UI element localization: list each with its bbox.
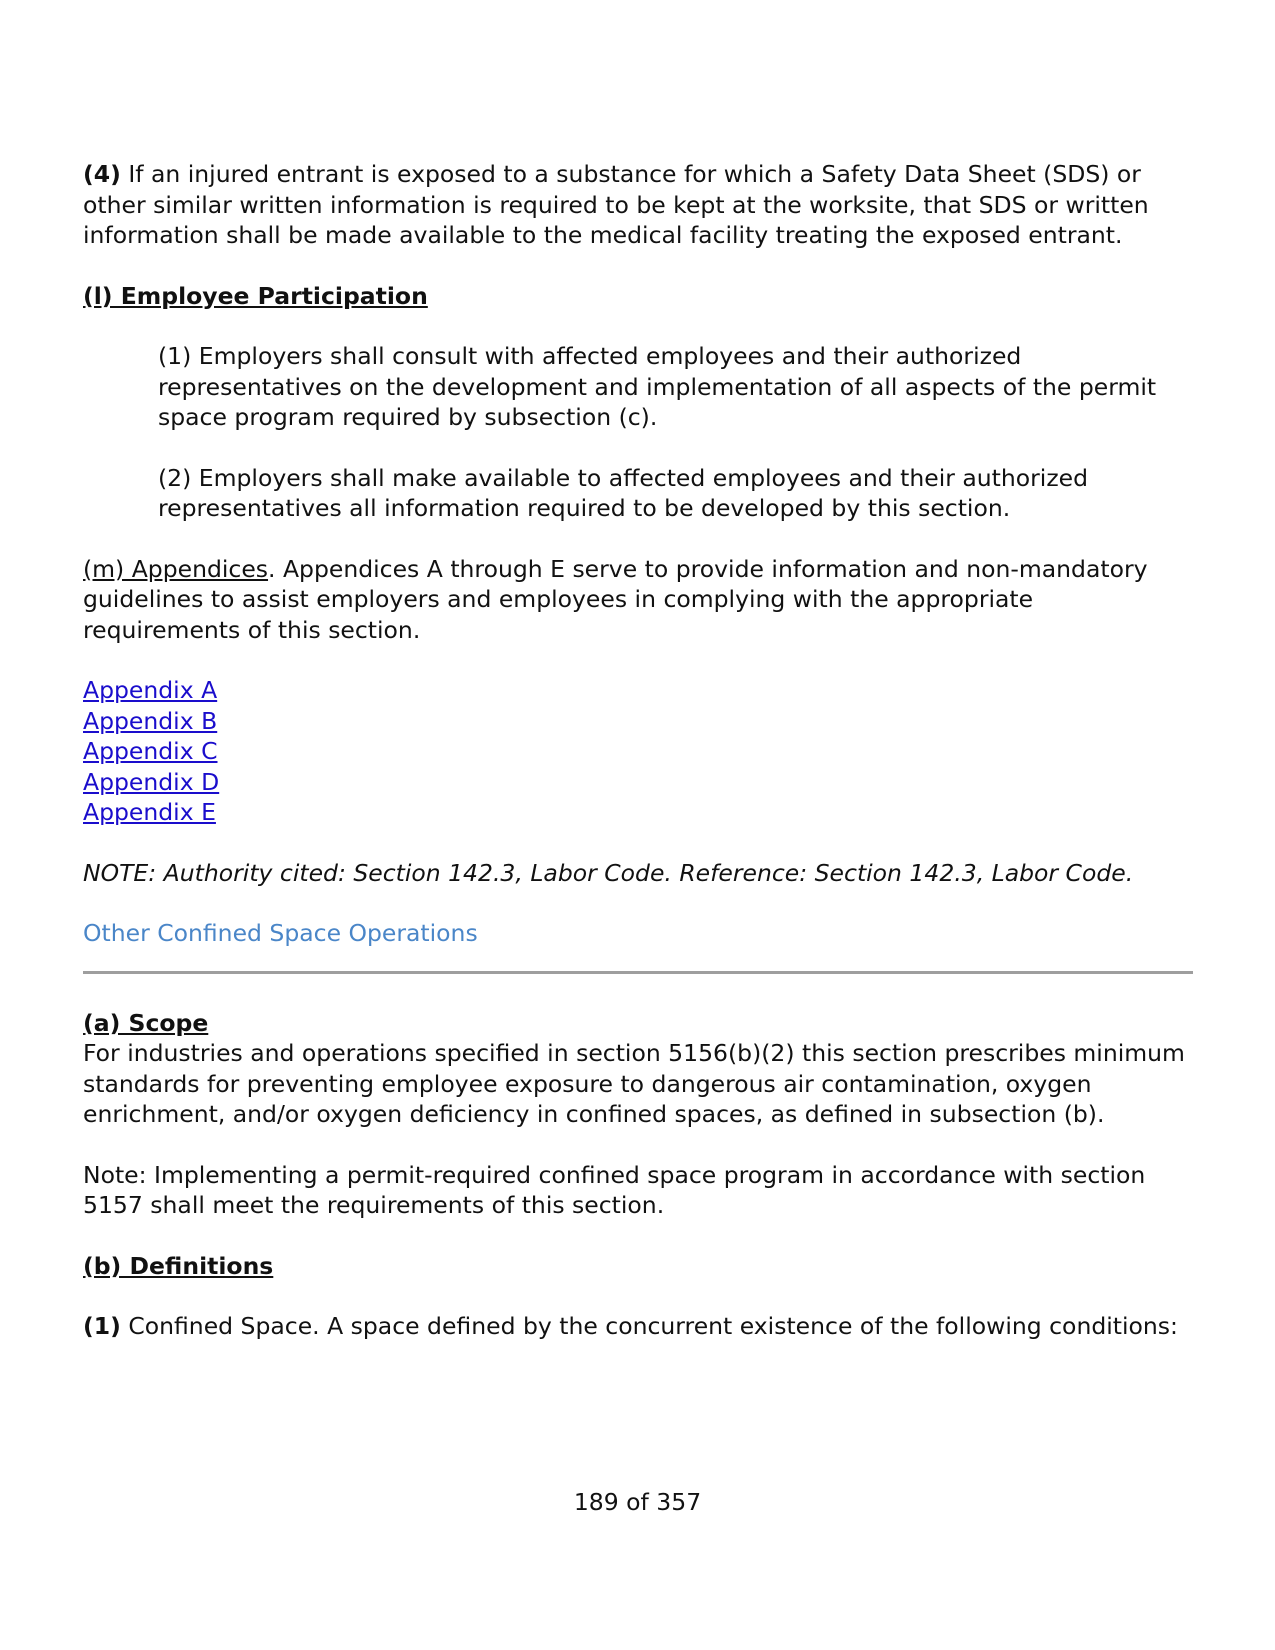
authority-note: NOTE: Authority cited: Section 142.3, Labor Code. Reference: Section 142.3, Labor Code. <box>83 858 1134 887</box>
section-b-item-1 <box>83 1311 1193 1342</box>
section-b-item-1-text: Confined Space. A space defined by the concurrent existence of the following conditions: <box>120 1312 1178 1340</box>
document-body <box>83 159 1193 1342</box>
appendix-links <box>83 675 1193 828</box>
section-a-note: Note: Implementing a permit-required confined space program in accordance with section 5157 shall meet the requirements of this section. <box>83 1160 1146 1219</box>
other-confined-space-link[interactable]: Other Confined Space Operations <box>83 919 478 947</box>
section-m-heading: (m) Appendices <box>83 554 269 583</box>
section-l-item-1: (1) Employers shall consult with affected employees and their authorized representatives on the development and implementation of all aspects of the permit space program required by subsection (c). <box>158 342 1157 431</box>
section-a-heading: (a) Scope <box>83 1008 209 1037</box>
appendix-d-link[interactable]: Appendix D <box>83 767 220 796</box>
appendix-e-link[interactable]: Appendix E <box>83 798 216 826</box>
appendix-a-link[interactable]: Appendix A <box>83 676 218 704</box>
section-l-item-2: (2) Employers shall make available to affected employees and their authorized representatives all information required to be developed by this section. <box>158 463 1089 522</box>
page-number: 189 of 357 <box>573 1488 702 1516</box>
appendix-b-link[interactable]: Appendix B <box>83 706 218 735</box>
section-l-heading: (l) Employee Participation <box>83 281 428 310</box>
section-a-text: For industries and operations specified in section 5156(b)(2) this section prescribes minimum standards for preventing employee exposure to dangerous air contamination, oxygen enrichment, and/or oxygen deficiency in confined spaces, as defined in subsection (b). <box>83 1039 1185 1128</box>
paragraph-4-text: If an injured entrant is exposed to a substance for which a Safety Data Sheet (SDS) or other similar written information is required to be kept at the worksite, that SDS or written information shall be made available to the medical facility treating the exposed entrant. <box>83 160 1149 249</box>
section-b-item-1-label: (1) <box>83 1312 121 1340</box>
section-m-paragraph <box>83 554 1193 646</box>
appendix-c-link[interactable]: Appendix C <box>83 737 218 765</box>
section-b-heading: (b) Definitions <box>83 1251 274 1280</box>
paragraph-4 <box>83 159 1193 251</box>
horizontal-divider <box>83 971 1193 974</box>
paragraph-4-label: (4) <box>83 160 121 188</box>
section-m-text: . Appendices A through E serve to provide information and non-mandatory guidelines to assist employers and employees in complying with the appropriate requirements of this section. <box>83 554 1148 644</box>
